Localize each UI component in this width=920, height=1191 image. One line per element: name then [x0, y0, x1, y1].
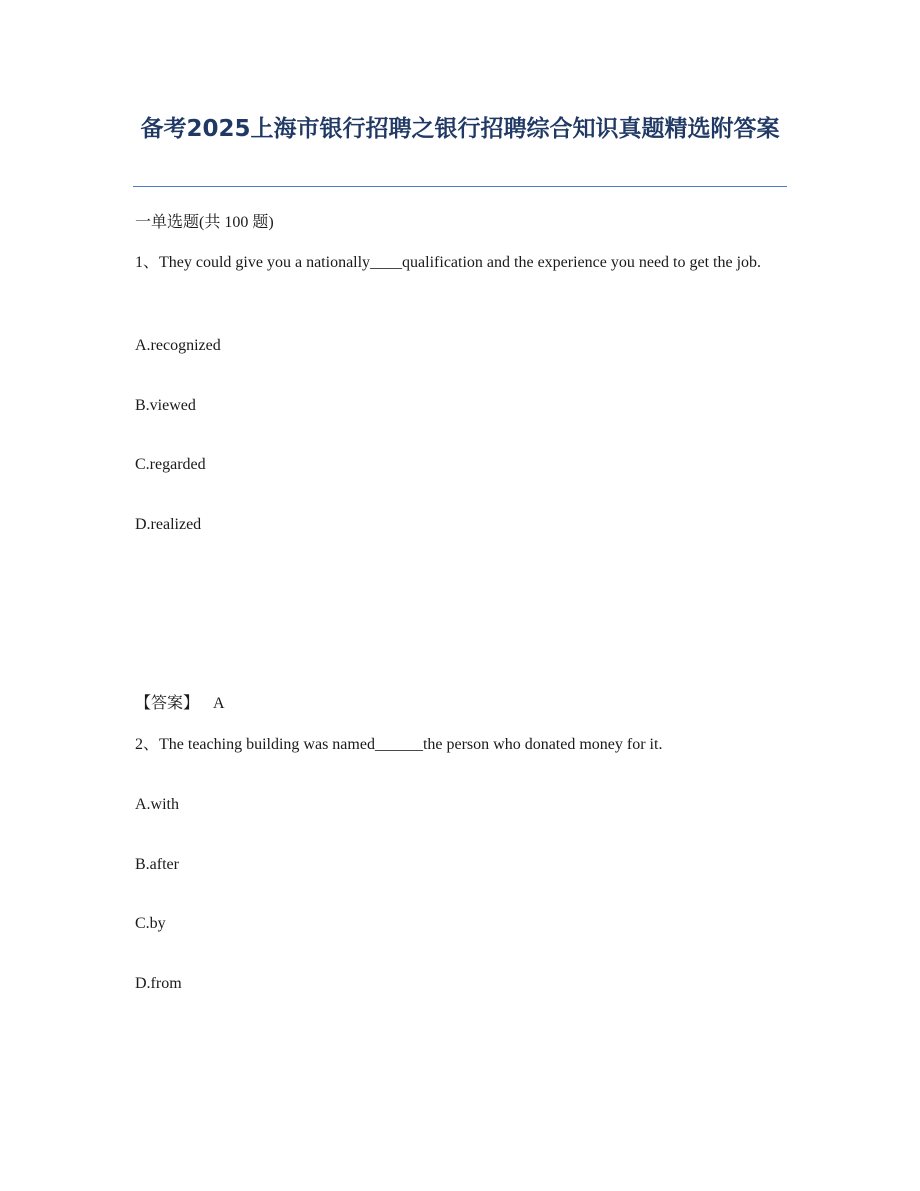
page-title: 备考2025上海市银行招聘之银行招聘综合知识真题精选附答案: [140, 116, 780, 142]
question-1-option-c: C.regarded: [135, 456, 206, 473]
question-2-option-c: C.by: [135, 915, 166, 932]
question-1-option-b: B.viewed: [135, 397, 196, 414]
question-2-option-a: A.with: [135, 796, 179, 813]
question-1-option-a: A.recognized: [135, 337, 221, 354]
answer-value: A: [213, 695, 225, 712]
question-2-option-d: D.from: [135, 975, 182, 992]
question-1-stem: 1、They could give you a nationally____qualification and the experience you need to get the job.: [135, 254, 762, 271]
title-divider: [133, 186, 787, 187]
answer-label: 【答案】: [135, 695, 200, 712]
question-2-stem: 2、The teaching building was named______the person who donated money for it.: [135, 736, 663, 753]
question-1-option-d: D.realized: [135, 516, 202, 533]
section-heading: 一单选题(共 100 题): [135, 214, 274, 231]
question-1-answer: [135, 692, 785, 715]
question-2-option-b: B.after: [135, 856, 179, 873]
